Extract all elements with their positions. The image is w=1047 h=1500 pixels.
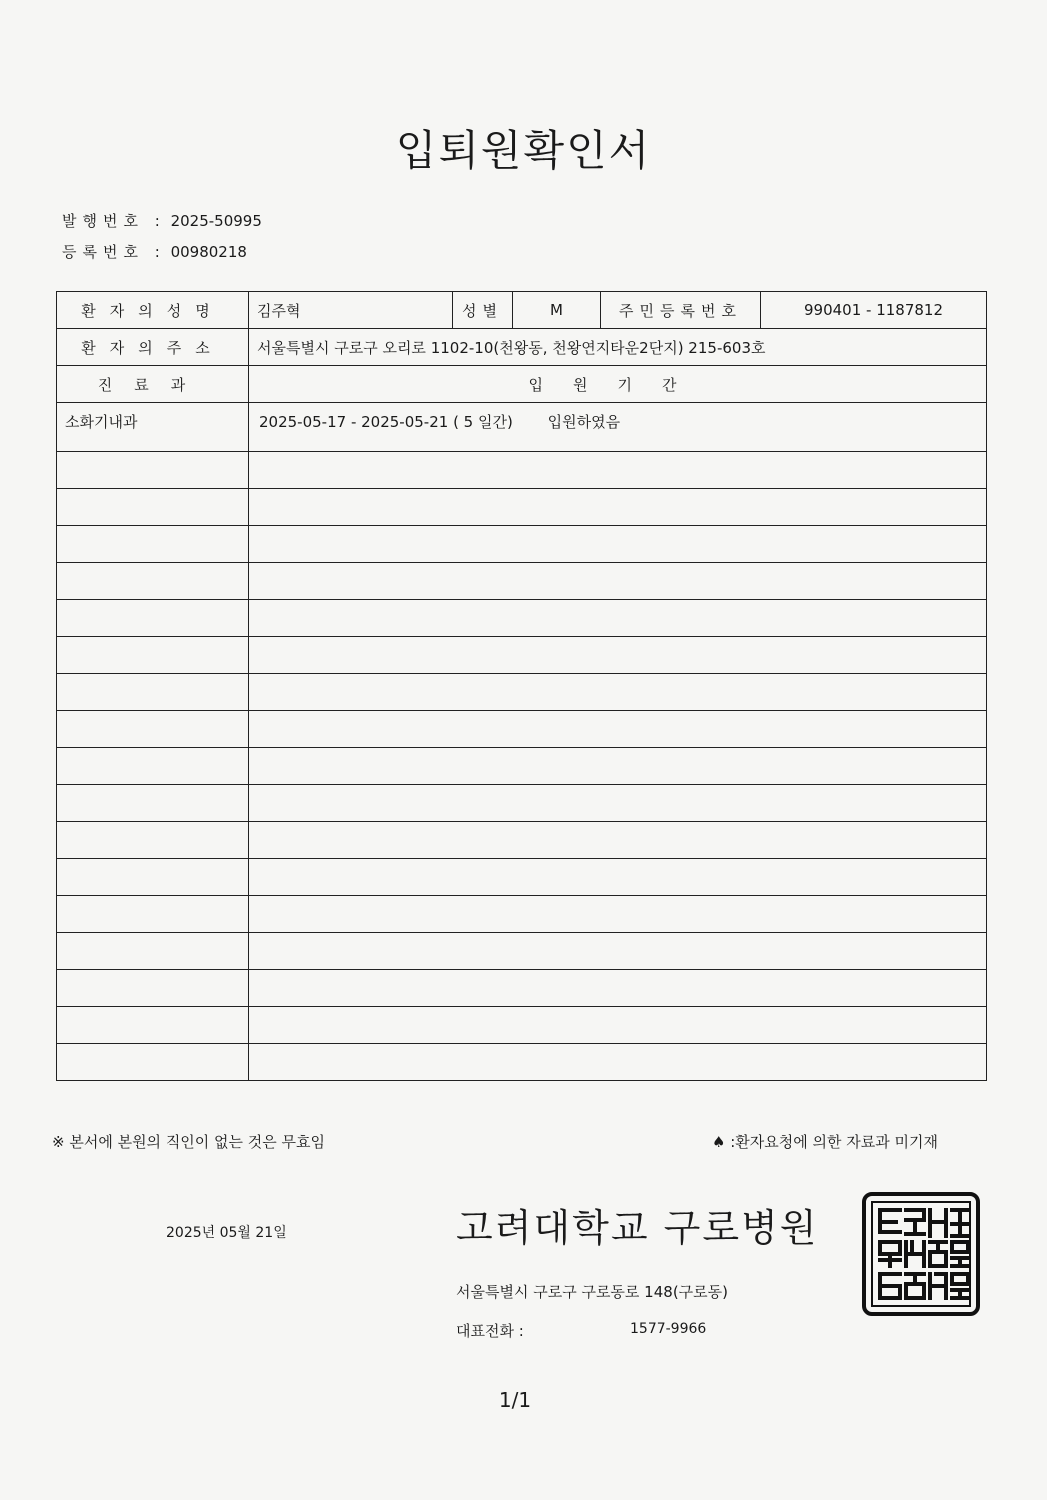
dept-cell [57,489,249,526]
table-row [57,563,987,600]
period-cell [249,711,987,748]
table-row [57,711,987,748]
period-status: 입원하였음 [547,413,621,431]
period-cell [249,748,987,785]
empty-rows [57,452,987,1081]
dept-cell [57,1007,249,1044]
table-row [57,933,987,970]
dept-cell [57,896,249,933]
rrn-label: 주민등록번호 [601,292,761,329]
table-row [57,526,987,563]
patient-name-label: 환자의성명 [57,292,249,329]
patient-name-value: 김주혁 [249,292,453,329]
hospital-name: 고려대학교 구로병원 [456,1206,819,1250]
dept-cell [57,785,249,822]
admission-table [56,291,987,1081]
table-row [57,674,987,711]
period-cell [249,403,987,452]
dept-cell: 소화기내과 [57,403,249,452]
hospital-seal-icon [862,1192,980,1316]
table-row [57,452,987,489]
tel-label: 대표전화 : [456,1322,524,1340]
dept-cell [57,637,249,674]
table-row [57,637,987,674]
document-title: 입퇴원확인서 [395,126,652,175]
tel-value: 1577-9966 [630,1321,707,1337]
table-row [57,600,987,637]
issue-number [62,210,262,231]
request-note: ♠ :환자요청에 의한 자료과 미기재 [712,1133,938,1151]
period-cell [249,822,987,859]
period-cell [249,1044,987,1081]
rrn-value: 990401 - 1187812 [761,292,987,329]
dept-cell [57,674,249,711]
period-cell [249,785,987,822]
patient-address-value: 서울특별시 구로구 오리로 1102-10(천왕동, 천왕연지타운2단지) 215-603호 [249,329,987,366]
table-row [57,1007,987,1044]
table-row [57,785,987,822]
registration-number-label: 등록번호 : [62,243,166,261]
period-cell [249,600,987,637]
issue-number-label: 발행번호 : [62,212,166,230]
dept-cell [57,1044,249,1081]
patient-address-row [57,329,987,366]
period-cell [249,970,987,1007]
table-row [57,403,987,452]
dept-header: 진료과 [57,366,249,403]
page-number: 1/1 [498,1388,532,1412]
period-dates: 2025-05-17 - 2025-05-21 ( 5 일간) [259,413,513,431]
dept-cell [57,822,249,859]
period-cell [249,452,987,489]
dept-cell [57,563,249,600]
dept-cell [57,526,249,563]
table-row [57,896,987,933]
patient-address-label: 환자의주소 [57,329,249,366]
sex-value: M [513,292,601,329]
period-header: 입원기간 [249,366,987,403]
table-row [57,970,987,1007]
period-cell [249,933,987,970]
period-cell [249,859,987,896]
dept-cell [57,600,249,637]
registration-number-value: 00980218 [170,243,247,261]
table-row [57,489,987,526]
dept-cell [57,452,249,489]
issue-number-value: 2025-50995 [170,212,262,230]
dept-cell [57,711,249,748]
period-cell [249,637,987,674]
period-cell [249,896,987,933]
validity-note: ※ 본서에 본원의 직인이 없는 것은 무효임 [52,1133,326,1151]
patient-name-row [57,292,987,329]
period-cell [249,563,987,600]
period-cell [249,674,987,711]
table-row [57,748,987,785]
period-cell [249,1007,987,1044]
issue-date: 2025년 05월 21일 [166,1225,287,1241]
table-header-row [57,366,987,403]
period-cell [249,526,987,563]
sex-label: 성별 [453,292,513,329]
table-row [57,1044,987,1081]
dept-cell [57,748,249,785]
table-row [57,822,987,859]
registration-number [62,241,247,262]
dept-cell [57,970,249,1007]
period-cell [249,489,987,526]
table-row [57,859,987,896]
hospital-address: 서울특별시 구로구 구로동로 148(구로동) [456,1283,728,1301]
dept-cell [57,933,249,970]
dept-cell [57,859,249,896]
